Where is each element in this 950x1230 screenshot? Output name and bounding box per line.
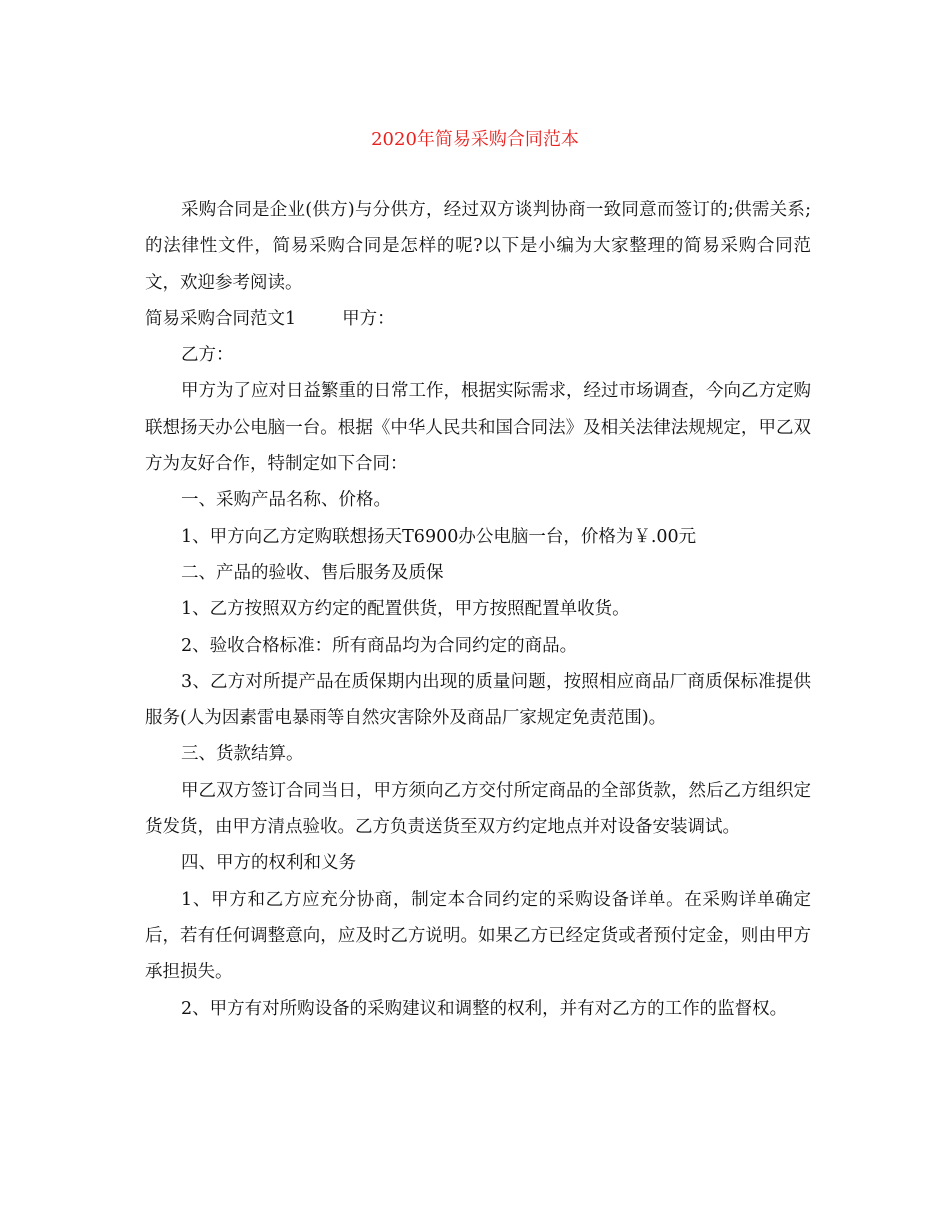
section2-item1: 1、乙方按照双方约定的配置供货，甲方按照配置单收货。 (181, 599, 630, 620)
party-b-label: 乙方： (181, 345, 234, 366)
section1-title: 一、采购产品名称、价格。 (181, 490, 391, 511)
section4-title: 四、甲方的权利和义务 (181, 853, 356, 874)
party-a-label: 甲方： (342, 308, 395, 329)
sample-heading-line (145, 301, 811, 337)
section4-item1: 1、甲方和乙方应充分协商，制定本合同约定的采购设备详单。在采购详单确定后，若有任何调整意向，应及时乙方说明。如果乙方已经定货或者预付定金，则由甲方承担损失。 (145, 889, 811, 983)
section3-title: 三、货款结算。 (181, 744, 304, 765)
section2-item2: 2、验收合格标准：所有商品均为合同约定的商品。 (181, 635, 578, 656)
intro-paragraph: 采购合同是企业(供方)与分供方，经过双方谈判协商一致同意而签订的;供需关系;的法律性文件，简易采购合同是怎样的呢?以下是小编为大家整理的简易采购合同范文，欢迎参考阅读。 (145, 200, 811, 293)
section4-item2: 2、甲方有对所购设备的采购建议和调整的权利，并有对乙方的工作的监督权。 (181, 998, 788, 1019)
section1-item1: 1、甲方向乙方定购联想扬天T6900办公电脑一台，价格为￥.00元 (181, 526, 697, 547)
section2-title: 二、产品的验收、售后服务及质保 (181, 562, 444, 583)
section2-item3: 3、乙方对所提产品在质保期内出现的质量问题，按照相应商品厂商质保标准提供服务(人为因素雷电暴雨等自然灾害除外及商品厂家规定免责范围)。 (145, 671, 811, 729)
sample-heading: 简易采购合同范文1 (145, 308, 297, 329)
document-title: 2020年简易采购合同范本 (371, 129, 579, 150)
document-body (145, 192, 811, 1027)
preamble-paragraph: 甲方为了应对日益繁重的日常工作，根据实际需求，经过市场调查，今向乙方定购联想扬天办公电脑一台。根据《中华人民共和国合同法》及相关法律法规规定，甲乙双方为友好合作，特制定如下合同： (145, 381, 811, 475)
section3-text: 甲乙双方签订合同当日，甲方须向乙方交付所定商品的全部货款，然后乙方组织定货发货，由甲方清点验收。乙方负责送货至双方约定地点并对设备安装调试。 (145, 780, 811, 838)
